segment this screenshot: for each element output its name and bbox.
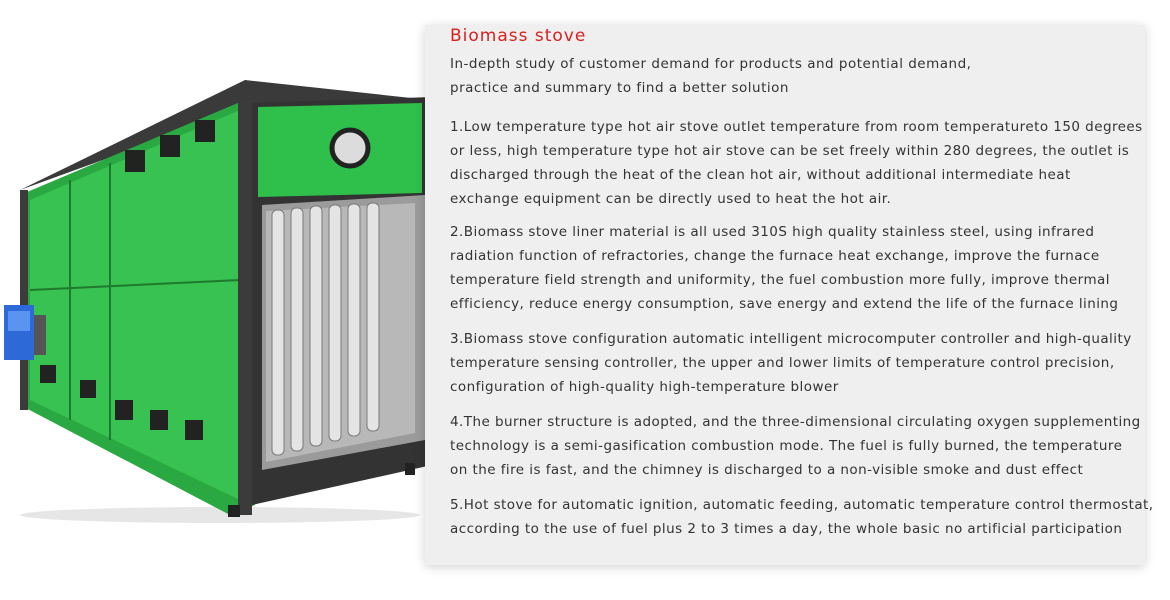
paragraph-line: according to the use of fuel plus 2 to 3 times a day, the whole basic no artificial participation	[450, 521, 1123, 537]
paragraph-line: temperature sensing controller, the upper and lower limits of temperature control precision,	[450, 355, 1115, 371]
paragraph-line: discharged through the heat of the clean hot air, without additional intermediate heat	[450, 167, 1071, 183]
paragraph-line: technology is a semi-gasification combustion mode. The fuel is fully burned, the temperature	[450, 438, 1123, 454]
paragraph-5	[450, 493, 1154, 541]
paragraph-line: 1.Low temperature type hot air stove outlet temperature from room temperatureto 150 degrees	[450, 119, 1143, 135]
intro-line: In-depth study of customer demand for products and potential demand,	[450, 56, 972, 72]
section-title: Biomass stove	[450, 26, 587, 46]
info-card	[425, 25, 1154, 565]
paragraph-3	[450, 327, 1140, 399]
paragraph-4	[450, 410, 1140, 482]
intro-text	[450, 52, 1130, 100]
paragraph-line: efficiency, reduce energy consumption, save energy and extend the life of the furnace lining	[450, 296, 1119, 312]
paragraph-line: exchange equipment can be directly used to heat the hot air.	[450, 191, 892, 207]
biomass-stove-image	[0, 75, 440, 525]
paragraph-line: or less, high temperature type hot air stove can be set freely within 280 degrees, the outlet is	[450, 143, 1130, 159]
paragraph-2	[450, 220, 1140, 316]
paragraph-line: 2.Biomass stove liner material is all used 310S high quality stainless steel, using infrared	[450, 224, 1095, 240]
intro-line: practice and summary to find a better solution	[450, 80, 789, 96]
paragraph-line: 5.Hot stove for automatic ignition, automatic feeding, automatic temperature control thermostat,	[450, 497, 1154, 513]
paragraph-line: radiation function of refractories, change the furnace heat exchange, improve the furnace	[450, 248, 1100, 264]
paragraph-line: configuration of high-quality high-temperature blower	[450, 379, 839, 395]
paragraph-line: temperature field strength and uniformity, the fuel combustion more fully, improve thermal	[450, 272, 1110, 288]
paragraph-1	[450, 115, 1143, 211]
paragraph-line: on the fire is fast, and the chimney is discharged to a non-visible smoke and dust effect	[450, 462, 1084, 478]
paragraph-line: 4.The burner structure is adopted, and the three-dimensional circulating oxygen supplementing	[450, 414, 1141, 430]
paragraph-line: 3.Biomass stove configuration automatic intelligent microcomputer controller and high-quality	[450, 331, 1132, 347]
